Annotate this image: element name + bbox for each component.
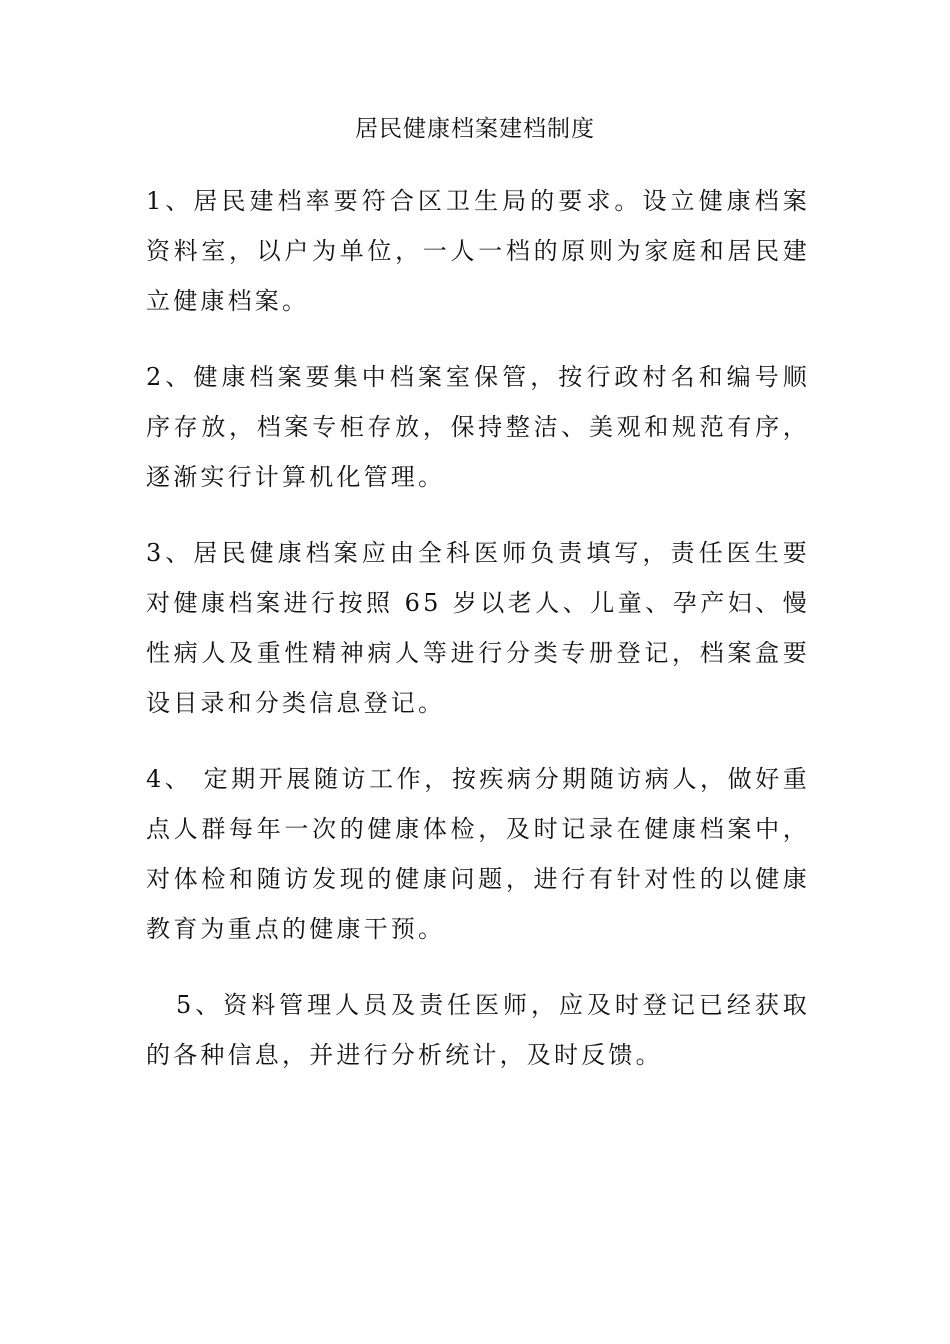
paragraph-4: 4、 定期开展随访工作，按疾病分期随访病人，做好重点人群每年一次的健康体检，及时记录在健康档案中，对体检和随访发现的健康问题，进行有针对性的以健康教育为重点的健康干预。 [146,765,810,943]
paragraph-2: 2、健康档案要集中档案室保管，按行政村名和编号顺序存放，档案专柜存放，保持整洁、美观和规范有序，逐渐实行计算机化管理。 [146,363,810,491]
paragraph-3: 3、居民健康档案应由全科医师负责填写，责任医生要对健康档案进行按照 65 岁以老人、儿童、孕产妇、慢性病人及重性精神病人等进行分类专册登记，档案盒要设目录和分类信息登记。 [146,539,810,717]
paragraph-5: 5、资料管理人员及责任医师，应及时登记已经获取的各种信息，并进行分析统计，及时反馈。 [146,991,810,1069]
paragraph-1: 1、居民建档率要符合区卫生局的要求。设立健康档案资料室，以户为单位，一人一档的原则为家庭和居民建立健康档案。 [146,187,810,315]
document-title: 居民健康档案建档制度 [355,116,595,142]
document-body [146,176,810,1106]
